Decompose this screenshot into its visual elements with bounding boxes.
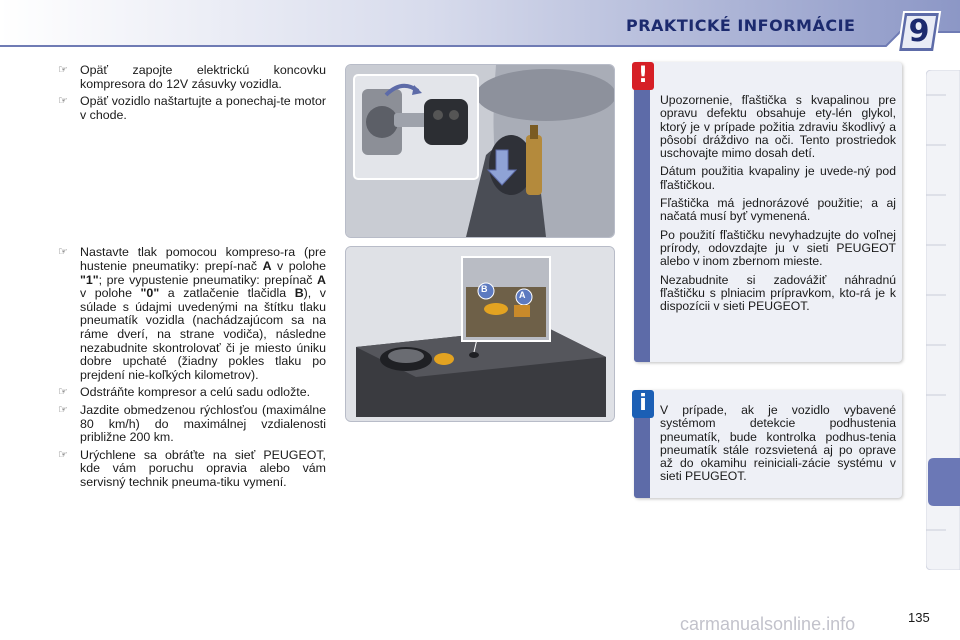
- list-item: ☞ Jazdite obmedzenou rýchlosťou (maximálne 80 km/h) do maximálnej vzdialenosti približne 200 km.: [58, 402, 326, 445]
- list-item: ☞ Urýchlene sa obráťte na sieť PEUGEOT, kde vám poruchu opravia alebo vám servisný technik pneuma-tiku vymení.: [58, 447, 326, 489]
- compressor-illustration: [346, 247, 614, 421]
- list-item-pressure: ☞ Nastavte tlak pomocou kompreso-ra (pre hustenie pneumatiky: prepí-nač A v polohe "1"; pre vypustenie pneumatiky: prepínač A v polohe "0" a zatlačenie tlačidla B), v súlade s údajmi uvedenými na štítku tlaku pneumatík vozidla (nachádzajúcom sa na ráme dverí, na strane vodiča), následne nezabudnite skontrolovať či je miesto úniku dobre upchaté (žiadny pokles tlaku po prejdení nie-koľkých kilometrov).: [58, 245, 327, 382]
- bullet-arrow-icon: ☞: [58, 403, 68, 416]
- list-item: ☞ Opäť vozidlo naštartujte a ponechaj-te motor v chode.: [58, 94, 326, 122]
- console-illustration: [346, 65, 614, 237]
- warning-box: [634, 62, 902, 362]
- bullet-arrow-icon: ☞: [58, 386, 68, 399]
- photo-console-key: [345, 64, 615, 238]
- warning-text: Upozornenie, fľaštička s kvapalinou pre opravu defektu obsahuje ety-lén glykol, ktorý je v prípade požitia zdraviu škodlivý a pôsobí dráždivo na oči. Tento prostriedok uschovajte mimo dosah detí. Dátum použitia kvapaliny je uvede-ný pod fľaštičkou. Fľaštička má jednorázové použitie; a aj načatá musí byť vymenená. Po použití fľaštičku nevyhadzujte do voľnej prírody, odovzdajte ju v sieti PEUGEOT alebo v inom zbernom mieste. Nezabudnite si zadovážiť náhradnú fľaštičku s plniacim prípravkom, kto-rá je k dispozícii v sieti PEUGEOT.: [660, 93, 896, 314]
- info-bar: [634, 404, 650, 498]
- info-icon: i: [632, 390, 654, 418]
- info-box: [634, 390, 902, 498]
- bullet-arrow-icon: ☞: [58, 64, 68, 76]
- chapter-number: 9: [908, 14, 930, 49]
- label-b: B: [481, 284, 488, 294]
- bullet-arrow-icon: ☞: [58, 448, 68, 461]
- instruction-column: [58, 64, 326, 493]
- warning-icon: !: [632, 62, 654, 90]
- warning-bar: [634, 76, 650, 362]
- list-item: ☞ Odstráňte kompresor a celú sadu odložte.: [58, 385, 311, 400]
- photo-compressor: [345, 246, 615, 422]
- bullet-arrow-icon: ☞: [58, 95, 68, 108]
- active-chapter-tab: [928, 458, 960, 506]
- page-number: 135: [908, 610, 930, 625]
- chapter-tabs: [926, 70, 960, 570]
- watermark: carmanualsonline.info: [680, 614, 856, 634]
- list-item: ☞ Opäť zapojte elektrickú koncovku kompresora do 12V zásuvky vozidla.: [58, 63, 326, 91]
- page-title: PRAKTICKÉ INFORMÁCIE: [626, 16, 856, 35]
- label-a: A: [519, 290, 526, 300]
- bullet-arrow-icon: ☞: [58, 246, 68, 259]
- info-text: V prípade, ak je vozidlo vybavené systémom detekcie podhustenia pneumatík, bude kontrolka podhus-tenia pneumatík stále rozsvietená aj po oprave až do okamihu reiniciali-zácie systému v sieti PEUGEOT.: [660, 403, 896, 484]
